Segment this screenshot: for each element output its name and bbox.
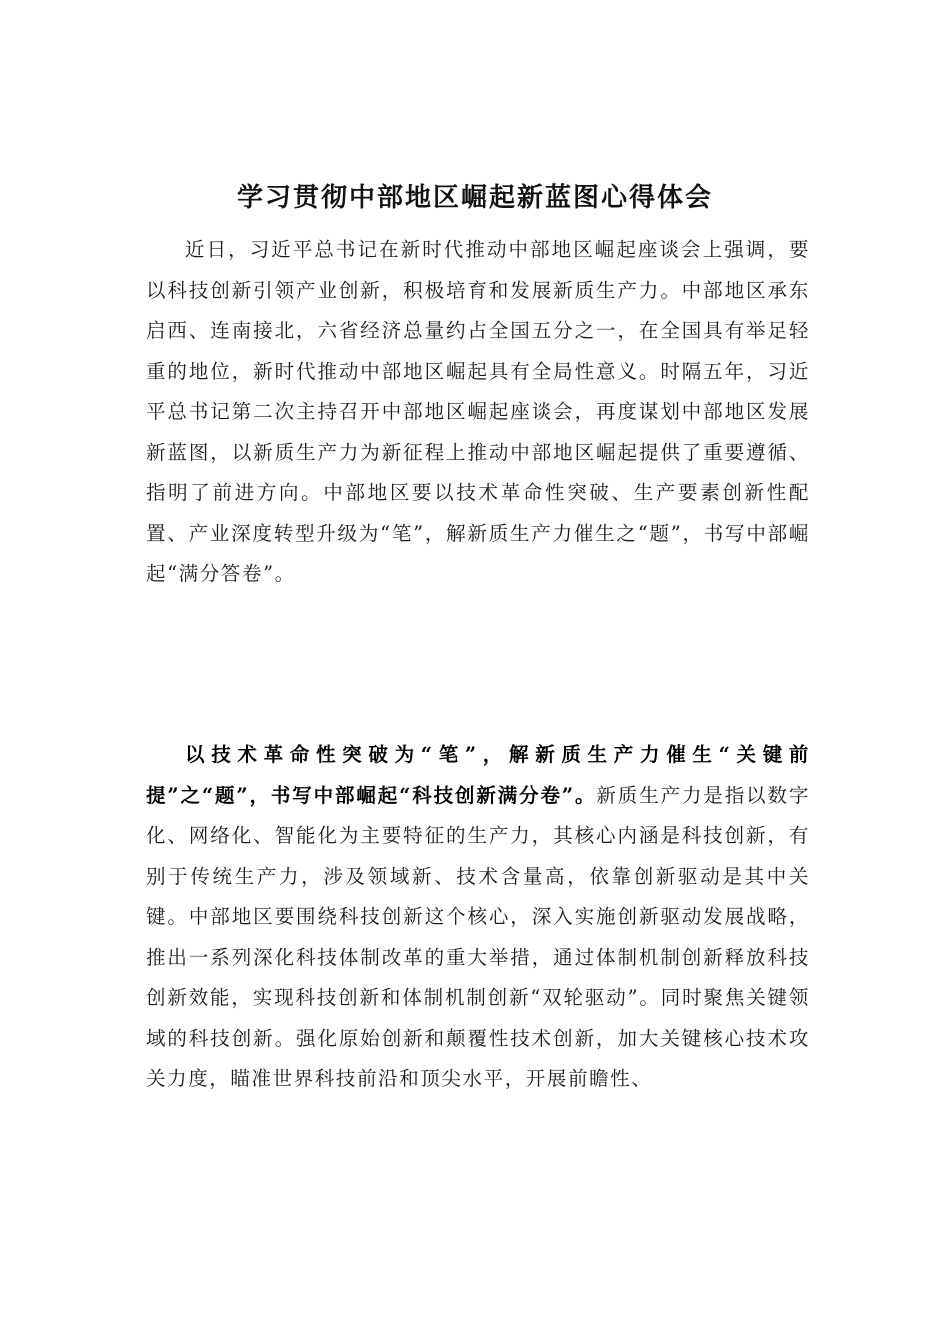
paragraph-tech-innovation (146, 735, 810, 1100)
paragraph-intro-text: 近日，习近平总书记在新时代推动中部地区崛起座谈会上强调，要以科技创新引领产业创新，积极培育和发展新质生产力。中部地区承东启西、连南接北，六省经济总量约占全国五分之一，在全国具有举足轻重的地位，新时代推动中部地区崛起具有全局性意义。时隔五年，习近平总书记第二次主持召开中部地区崛起座谈会，再度谋划中部地区发展新蓝图，以新质生产力为新征程上推动中部地区崛起提供了重要遵循、指明了前进方向。中部地区要以技术革命性突破、生产要素创新性配置、产业深度转型升级为“笔”，解新质生产力催生之“题”，书写中部崛起“满分答卷”。 (146, 238, 810, 585)
paragraph-body-text: 新质生产力是指以数字化、网络化、智能化为主要特征的生产力，其核心内涵是科技创新，有别于传统生产力，涉及领域新、技术含量高，依靠创新驱动是其中关键。中部地区要围绕科技创新这个核心，深入实施创新驱动发展战略，推出一系列深化科技体制改革的重大举措，通过体制机制创新释放科技创新效能，实现科技创新和体制机制创新“双轮驱动”。同时聚焦关键领域的科技创新。强化原始创新和颠覆性技术创新，加大关键核心技术攻关力度，瞄准世界科技前沿和顶尖水平，开展前瞻性、 (146, 783, 810, 1090)
document-title: 学习贯彻中部地区崛起新蓝图心得体会 (236, 183, 713, 214)
paragraph-lead-heading: 以技术革命性突破为“笔”，解新质生产力催生“关键前提”之“题”，书写中部崛起“科技创新满分卷”。 (146, 743, 810, 807)
paragraph-intro (146, 230, 810, 595)
